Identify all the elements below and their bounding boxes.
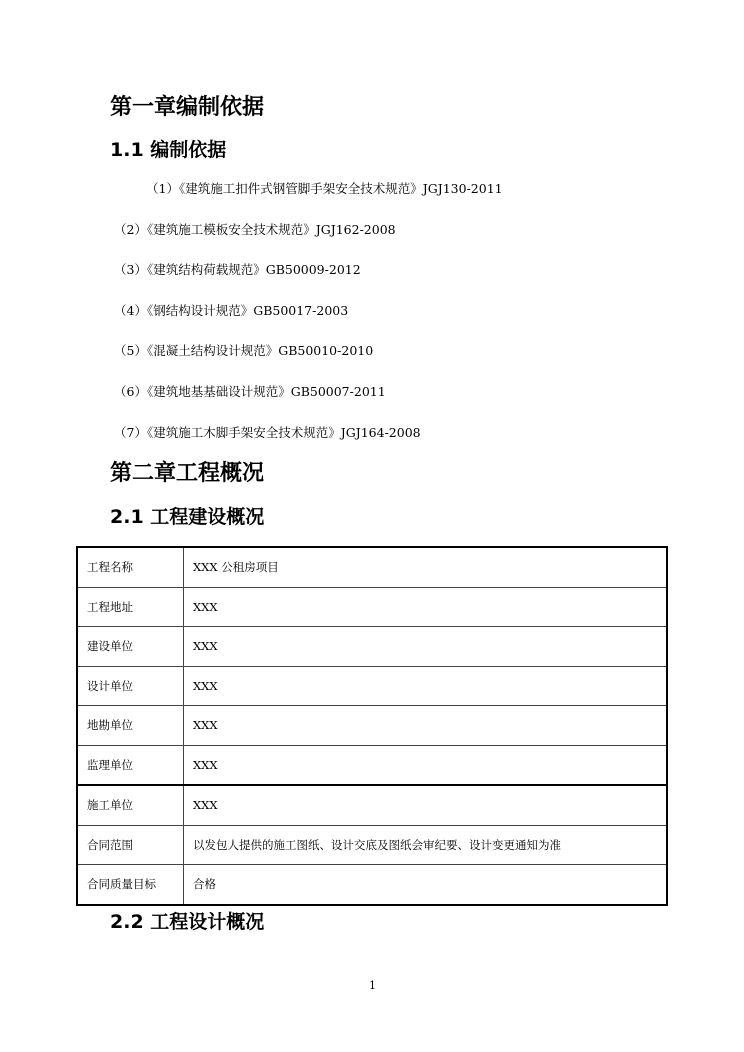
table-row [77,745,667,785]
row-value: 以发包人提供的施工图纸、设计交底及图纸会审纪要、设计变更通知为准 [184,825,668,865]
row-value: 合格 [184,865,668,905]
row-value: XXX [184,666,668,706]
row-value: XXX [184,706,668,746]
chapter-2-title: 第二章工程概况 [110,461,265,486]
table-row [77,547,667,587]
reference-item: （2）《建筑施工模板安全技术规范》JGJ162-2008 [114,222,396,237]
row-value: XXX [184,785,668,825]
row-label: 监理单位 [77,745,184,785]
table-row [77,825,667,865]
table-row [77,666,667,706]
row-label: 合同质量目标 [77,865,184,905]
reference-item: （4）《钢结构设计规范》GB50017-2003 [114,303,349,318]
row-value: XXX [184,745,668,785]
reference-item: （5）《混凝土结构设计规范》GB50010-2010 [114,343,374,358]
table-row [77,587,667,627]
row-label: 工程地址 [77,587,184,627]
row-label: 地勘单位 [77,706,184,746]
project-overview-table [76,546,668,906]
chapter-1-title: 第一章编制依据 [110,95,265,120]
table-row [77,706,667,746]
row-label: 合同范围 [77,825,184,865]
row-value: XXX [184,627,668,667]
row-label: 设计单位 [77,666,184,706]
page-number: 1 [369,979,376,992]
reference-item: （3）《建筑结构荷载规范》GB50009-2012 [114,262,361,277]
table-row [77,865,667,905]
row-value: XXX 公租房项目 [184,547,668,587]
section-2-2-title: 2.2 工程设计概况 [110,911,265,933]
table-row [77,627,667,667]
section-2-1-title: 2.1 工程建设概况 [110,506,265,528]
reference-item: （7）《建筑施工木脚手架安全技术规范》JGJ164-2008 [114,425,421,440]
section-1-1-title: 1.1 编制依据 [110,139,227,161]
row-label: 施工单位 [77,785,184,825]
reference-item: （1）《建筑施工扣件式钢管脚手架安全技术规范》JGJ130-2011 [146,181,503,196]
row-value: XXX [184,587,668,627]
reference-item: （6）《建筑地基基础设计规范》GB50007-2011 [114,384,386,399]
row-label: 建设单位 [77,627,184,667]
table-row [77,785,667,825]
row-label: 工程名称 [77,547,184,587]
